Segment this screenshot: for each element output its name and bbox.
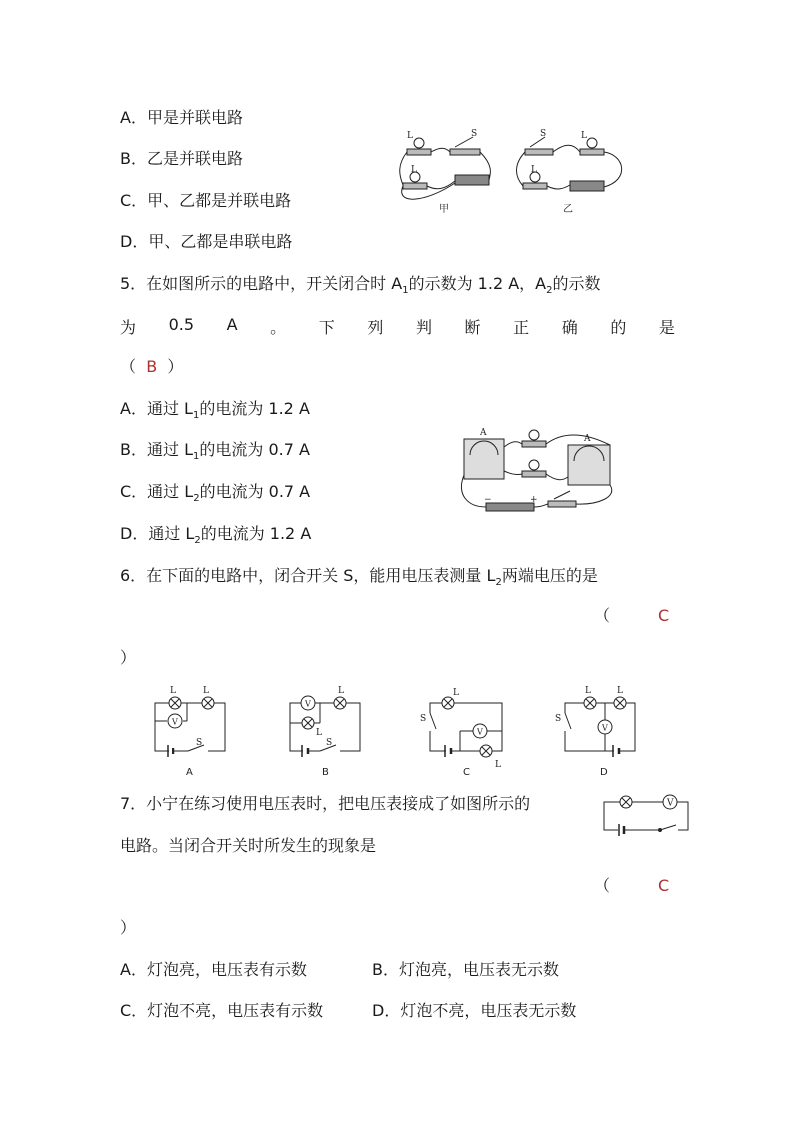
q5-stem-spread: 为 0.5 A 。 下 列 判 断 正 确 的 是 [120, 315, 675, 337]
q5-circuit-figure [458, 425, 636, 520]
q4-yi-l2-label: L [531, 165, 537, 175]
q6c-s-label: S [420, 714, 427, 724]
ammeter-a1-icon [464, 439, 504, 479]
q6-answer-blank: （ C [594, 606, 670, 625]
q7-answer-close: ） [120, 918, 137, 937]
q4-option-b: B．乙是并联电路 [120, 149, 243, 168]
q7-answer: C [658, 876, 670, 895]
q4-yi-s-label: S [540, 129, 547, 139]
q7-v-label: V [667, 798, 674, 809]
q6c-l1-label: L [495, 760, 501, 770]
q4-option-d: D．甲、乙都是串联电路 [120, 232, 293, 251]
q5-option-d: D．通过 $L_2$的电流为 1.2 A [120, 524, 312, 547]
q6-stem: 6．在下面的电路中，闭合开关 S，能用电压表测量 $L_2$两端电压的是 [120, 566, 598, 589]
q7-circuit [602, 790, 692, 834]
q5-stem: 5．在如图所示的电路中，开关闭合时 $A_1$的示数为 1.2 A，$A_2$的示数 [120, 274, 601, 297]
q6b-l2-label: L [338, 686, 344, 696]
q6b-v-label: V [305, 699, 311, 709]
q5-minus-label: − [484, 495, 492, 505]
q5-option-b: B．通过 $L_1$的电流为 0.7 A [120, 440, 310, 463]
q4-circuit-figure [395, 125, 640, 220]
q5-answer: B [146, 357, 158, 376]
q4-caption-yi: 乙 [563, 204, 573, 215]
q6-answer-close: ） [120, 648, 137, 667]
q7-option-b: B．灯泡亮，电压表无示数 [372, 960, 559, 979]
q6a-v-label: V [172, 717, 178, 727]
q6a-s-label: S [196, 738, 203, 748]
q5-a2-label: A [584, 434, 591, 444]
q5-answer-blank: （ B ） [120, 357, 184, 376]
q7-option-a: A．灯泡亮，电压表有示数 [120, 960, 307, 979]
q4-option-a: A．甲是并联电路 [120, 108, 243, 127]
q6d-s-label: S [555, 714, 562, 724]
q6-answer: C [658, 606, 670, 625]
q7-answer-blank: （ C [594, 876, 670, 895]
q5-option-a: A．通过 $L_1$的电流为 1.2 A [120, 399, 310, 422]
q4-l1-label: L [407, 131, 413, 141]
q4-caption-jia: 甲 [439, 204, 449, 215]
q6c-v-label: V [477, 727, 483, 737]
q4-s-label: S [471, 129, 478, 139]
q5-a1-label: A [480, 428, 487, 438]
q6-caption-a: A [186, 767, 193, 778]
q4-l2-label: L [411, 165, 417, 175]
q7-option-c: C．灯泡不亮，电压表有示数 [120, 1001, 324, 1020]
ammeter-a2-icon [568, 445, 610, 485]
q6b-l1-label: L [316, 728, 322, 738]
q6-schematics [140, 683, 650, 778]
q6-caption-d: D [600, 767, 608, 778]
q6-caption-b: B [322, 767, 329, 778]
q6-caption-c: C [463, 767, 470, 778]
q6b-s-label: S [326, 738, 333, 748]
q6a-l1-label: L [170, 686, 176, 696]
q7-stem-line2: 电路。当闭合开关时所发生的现象是 [120, 836, 377, 855]
q6d-v-label: V [602, 723, 608, 733]
q7-option-d: D．灯泡不亮，电压表无示数 [372, 1001, 577, 1020]
q7-stem-line1: 7．小宁在练习使用电压表时，把电压表接成了如图所示的 [120, 794, 531, 813]
q6d-l1-label: L [585, 686, 591, 696]
q6d-l2-label: L [617, 686, 623, 696]
q6a-l2-label: L [203, 686, 209, 696]
q4-option-c: C．甲、乙都是并联电路 [120, 191, 292, 210]
q5-option-c: C．通过 $L_2$的电流为 0.7 A [120, 482, 311, 505]
q5-plus-label: + [530, 495, 538, 505]
q4-yi-l1-label: L [581, 131, 587, 141]
q6c-l2-label: L [453, 688, 459, 698]
